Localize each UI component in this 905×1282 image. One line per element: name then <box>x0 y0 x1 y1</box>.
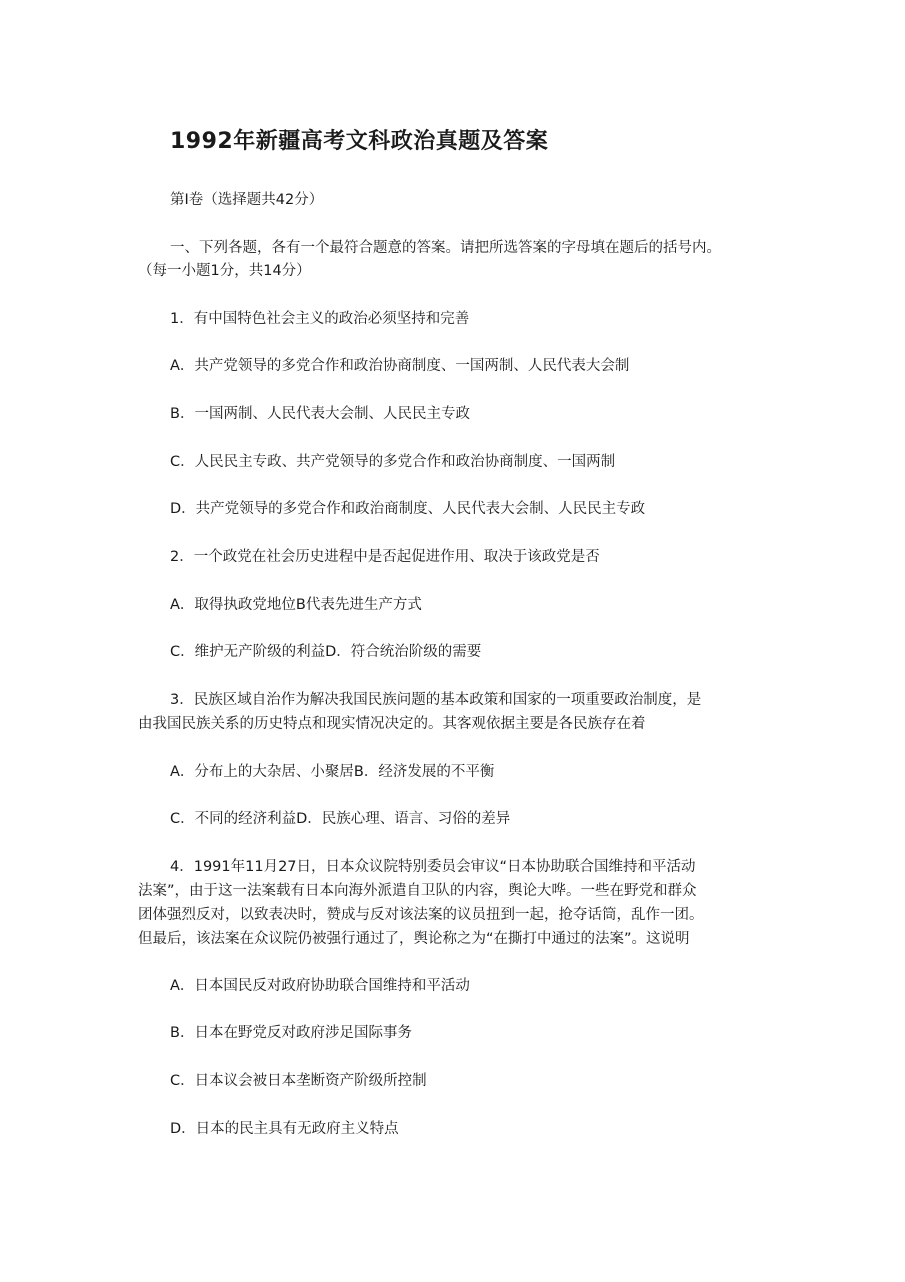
question-3-stem-line-1: 3．民族区域自治作为解决我国民族问题的基本政策和国家的一项重要政治制度，是 <box>170 692 702 708</box>
question-2-options-ab: A．取得执政党地位B代表先进生产方式 <box>170 597 422 613</box>
question-1-option-b: B．一国两制、人民代表大会制、人民民主专政 <box>170 406 470 422</box>
document-title: 1992年新疆高考文科政治真题及答案 <box>170 129 549 154</box>
question-3-options-cd: C．不同的经济利益D．民族心理、语言、习俗的差异 <box>170 811 511 827</box>
instructions-line-2: （每一小题1分，共14分） <box>138 263 311 279</box>
question-1-option-c: C．人民民主专政、共产党领导的多党合作和政治协商制度、一国两制 <box>170 454 616 470</box>
question-2-options-cd: C．维护无产阶级的利益D．符合统治阶级的需要 <box>170 644 482 660</box>
question-3-stem-line-2: 由我国民族关系的历史特点和现实情况决定的。其客观依据主要是各民族存在着 <box>138 716 646 732</box>
question-4-stem-line-1: 4．1991年11月27日，日本众议院特别委员会审议“日本协助联合国维持和平活动 <box>170 859 696 875</box>
question-4-stem-line-2: 法案”，由于这一法案载有日本向海外派遣自卫队的内容，舆论大哗。一些在野党和群众 <box>138 883 697 899</box>
question-2-stem: 2．一个政党在社会历史进程中是否起促进作用、取决于该政党是否 <box>170 549 600 565</box>
question-4-option-b: B．日本在野党反对政府涉足国际事务 <box>170 1025 412 1041</box>
question-1-option-d: D．共产党领导的多党合作和政治商制度、人民代表大会制、人民民主专政 <box>170 501 646 517</box>
question-4-stem-line-3: 团体强烈反对，以致表决时，赞成与反对该法案的议员扭到一起，抢夺话筒，乱作一团。 <box>138 907 704 923</box>
question-4-option-a: A．日本国民反对政府协助联合国维持和平活动 <box>170 978 470 994</box>
question-1-option-a: A．共产党领导的多党合作和政治协商制度、一国两制、人民代表大会制 <box>170 358 630 374</box>
question-4-option-d: D．日本的民主具有无政府主义特点 <box>170 1121 399 1137</box>
section-heading: 第I卷（选择题共42分） <box>170 192 324 208</box>
instructions-line-1: 一、下列各题，各有一个最符合题意的答案。请把所选答案的字母填在题后的括号内。 <box>170 240 721 256</box>
question-3-options-ab: A．分布上的大杂居、小聚居B．经济发展的不平衡 <box>170 764 495 780</box>
question-1-stem: 1．有中国特色社会主义的政治必须坚持和完善 <box>170 311 470 327</box>
question-4-option-c: C．日本议会被日本垄断资产阶级所控制 <box>170 1073 427 1089</box>
question-4-stem-line-4: 但最后，该法案在众议院仍被强行通过了，舆论称之为“在撕打中通过的法案”。这说明 <box>138 931 690 947</box>
